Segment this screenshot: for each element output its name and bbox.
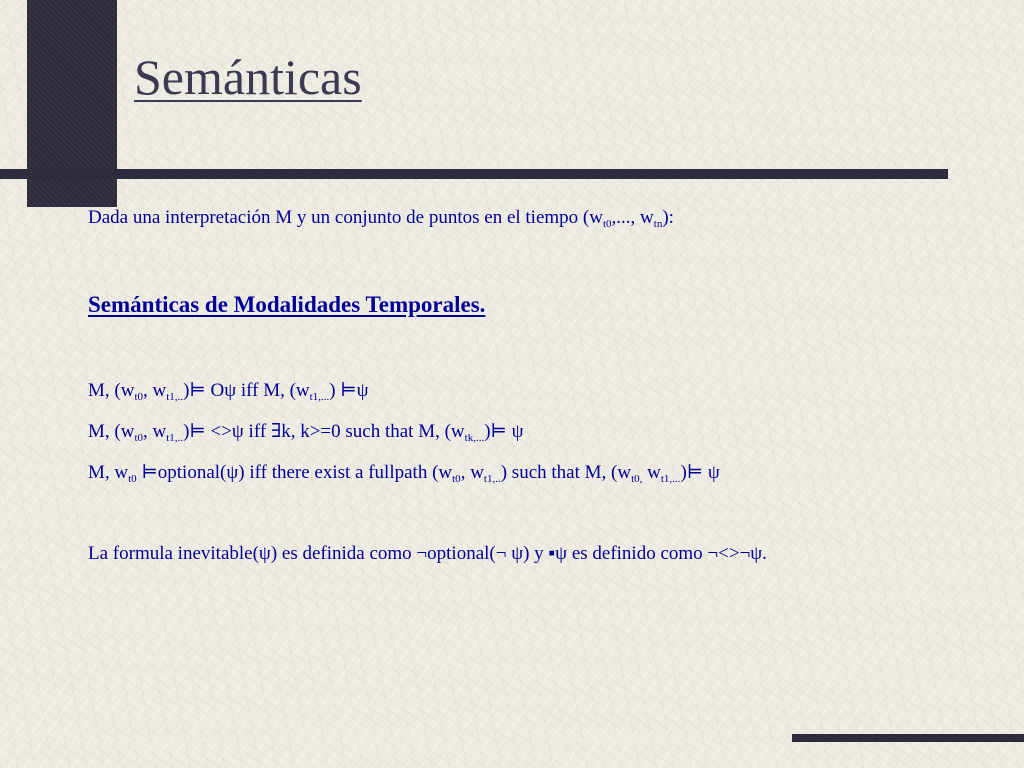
title-divider <box>0 169 948 179</box>
rule-next: M, ($w_{t0}$, $w_{t1,..})⊨$ Oψ iff M, $(w_{t1,...})$ ⊨ψ <box>88 379 369 403</box>
page-title: Semánticas <box>134 49 362 105</box>
intro-text: Dada una interpretación M y un conjunto de puntos en el tiempo ($w_{t0}$,..., $w_{tn}$): <box>88 207 674 230</box>
footer-divider <box>792 734 1024 742</box>
rule-optional: M, $w_{t0}$ ⊨optional(ψ) iff there exist a fullpath ($w_{t0}$, $w_{t1,..}$) such that M, ($w_{t0,}$ $w_{t1,...})⊨$ ψ <box>88 461 720 485</box>
formula-definition: La formula inevitable(ψ) es definida como ¬optional(¬ ψ) y ▪ψ es definido como ¬<>¬ψ. <box>88 543 767 564</box>
rule-eventually: M, ($w_{t0}$, $w_{t1,..})⊨ <>\psi$ iff ∃k, k>=0 such that M, $(w_{tk,...})⊨$ ψ <box>88 420 524 444</box>
section-heading: Semánticas de Modalidades Temporales. <box>88 292 486 317</box>
